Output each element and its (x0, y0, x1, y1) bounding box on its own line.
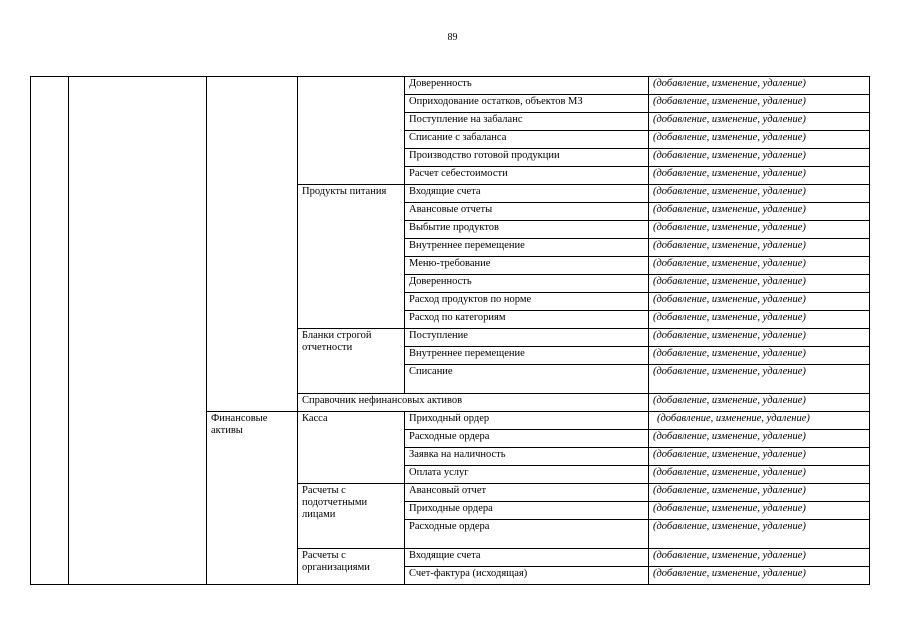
page-number: 89 (447, 32, 458, 43)
item-cell: Доверенность (405, 77, 649, 95)
action-cell: (добавление, изменение, удаление) (649, 567, 870, 585)
empty-cell-col3 (207, 77, 298, 412)
action-cell: (добавление, изменение, удаление) (649, 293, 870, 311)
action-cell: (добавление, изменение, удаление) (649, 257, 870, 275)
action-cell: (добавление, изменение, удаление) (649, 185, 870, 203)
item-cell: Внутреннее перемещение (405, 239, 649, 257)
document-table (30, 76, 870, 585)
group-cash: Касса (298, 412, 405, 484)
section-financial-assets: Финансовые активы (207, 412, 298, 585)
group-organizations: Расчеты с организациями (298, 549, 405, 585)
item-cell: Счет-фактура (исходящая) (405, 567, 649, 585)
item-cell: Авансовые отчеты (405, 203, 649, 221)
action-cell: (добавление, изменение, удаление) (649, 275, 870, 293)
action-cell: (добавление, изменение, удаление) (649, 520, 870, 549)
table-row (31, 77, 870, 95)
item-cell: Входящие счета (405, 549, 649, 567)
action-cell: (добавление, изменение, удаление) (649, 394, 870, 412)
action-cell: (добавление, изменение, удаление) (649, 131, 870, 149)
action-cell: (добавление, изменение, удаление) (649, 502, 870, 520)
item-cell: Списание с забаланса (405, 131, 649, 149)
group-accountable: Расчеты с подотчетными лицами (298, 484, 405, 549)
action-cell: (добавление, изменение, удаление) (649, 113, 870, 131)
item-cell: Поступление (405, 329, 649, 347)
item-cell: Входящие счета (405, 185, 649, 203)
item-cell: Расходные ордера (405, 520, 649, 549)
item-cell: Авансовый отчет (405, 484, 649, 502)
action-cell: (добавление, изменение, удаление) (649, 221, 870, 239)
item-cell: Расходные ордера (405, 430, 649, 448)
action-cell: (добавление, изменение, удаление) (649, 77, 870, 95)
action-cell: (добавление, изменение, удаление) (649, 484, 870, 502)
item-cell: Приходные ордера (405, 502, 649, 520)
action-cell: (добавление, изменение, удаление) (649, 412, 870, 430)
item-cell: Производство готовой продукции (405, 149, 649, 167)
action-cell: (добавление, изменение, удаление) (649, 365, 870, 394)
action-cell: (добавление, изменение, удаление) (649, 466, 870, 484)
item-cell: Внутреннее перемещение (405, 347, 649, 365)
empty-cell-col2 (69, 77, 207, 585)
item-cell: Поступление на забаланс (405, 113, 649, 131)
action-cell: (добавление, изменение, удаление) (649, 549, 870, 567)
item-cell: Оплата услуг (405, 466, 649, 484)
group-food: Продукты питания (298, 185, 405, 329)
item-cell: Выбытие продуктов (405, 221, 649, 239)
action-cell: (добавление, изменение, удаление) (649, 149, 870, 167)
item-cell: Заявка на наличность (405, 448, 649, 466)
action-cell: (добавление, изменение, удаление) (649, 329, 870, 347)
item-cell: Расход по категориям (405, 311, 649, 329)
action-cell: (добавление, изменение, удаление) (649, 448, 870, 466)
nonfinancial-reference-cell: Справочник нефинансовых активов (298, 394, 649, 412)
action-cell: (добавление, изменение, удаление) (649, 430, 870, 448)
action-cell: (добавление, изменение, удаление) (649, 239, 870, 257)
item-cell: Приходный ордер (405, 412, 649, 430)
item-cell: Расчет себестоимости (405, 167, 649, 185)
empty-cell-col4 (298, 77, 405, 185)
action-cell: (добавление, изменение, удаление) (649, 95, 870, 113)
item-cell: Оприходование остатков, объектов МЗ (405, 95, 649, 113)
item-cell: Списание (405, 365, 649, 394)
action-cell: (добавление, изменение, удаление) (649, 167, 870, 185)
empty-cell-col1 (31, 77, 69, 585)
item-cell: Расход продуктов по норме (405, 293, 649, 311)
action-cell: (добавление, изменение, удаление) (649, 203, 870, 221)
item-cell: Доверенность (405, 275, 649, 293)
group-strict-forms: Бланки строгой отчетности (298, 329, 405, 394)
item-cell: Меню-требование (405, 257, 649, 275)
action-cell: (добавление, изменение, удаление) (649, 311, 870, 329)
action-cell: (добавление, изменение, удаление) (649, 347, 870, 365)
